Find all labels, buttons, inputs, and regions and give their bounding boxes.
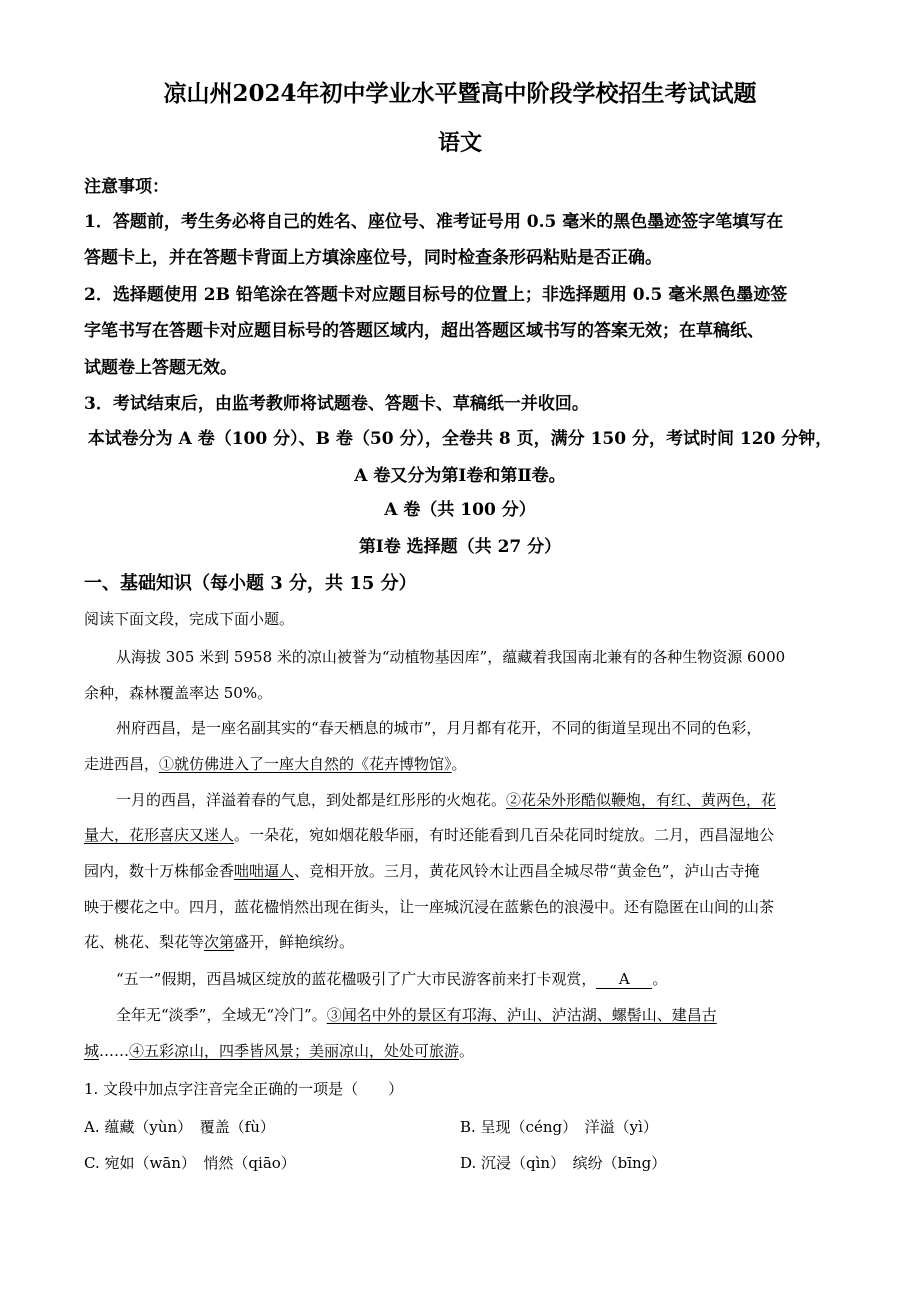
passage-line <box>84 933 354 951</box>
passage-line <box>116 1006 717 1024</box>
passage-line: 州府西昌，是一座名副其实的“春天栖息的城市”，月月都有花开，不同的街道呈现出不同的色彩， <box>116 719 762 737</box>
part-a-heading: A 卷（共 100 分） <box>384 500 536 520</box>
underlined-idiom: 咄咄逼人 <box>234 862 295 880</box>
passage-line: 映于樱花之中。四月，蓝花楹悄然出现在街头，让一座城沉浸在蓝紫色的浪漫中。还有隐匿在山间的山茶 <box>84 898 775 916</box>
question-1-option-a[interactable]: A. 蕴藏（yùn） 覆盖（fù） <box>84 1118 275 1136</box>
underlined-word: 次第 <box>204 933 235 951</box>
subject-title: 语文 <box>437 130 482 156</box>
notice-line: 答题卡上，并在答题卡背面上方填涂座位号，同时检查条形码粘贴是否正确。 <box>84 248 662 268</box>
passage-line <box>84 755 467 773</box>
question-1-option-b[interactable]: B. 呈现（céng） 洋溢（yì） <box>460 1118 658 1136</box>
underlined-sentence-2: ②花朵外形酷似鞭炮，有红、黄两色，花 <box>506 791 777 809</box>
passage-text: “五一”假期，西昌城区绽放的蓝花楹吸引了广大市民游客前来打卡观赏， <box>116 970 597 988</box>
exam-info-line: A 卷又分为第Ⅰ卷和第Ⅱ卷。 <box>354 466 566 486</box>
passage-line <box>116 970 667 989</box>
underlined-sentence-1: ①就仿佛进入了一座大自然的《花卉博物馆》 <box>159 755 452 773</box>
passage-text: …… <box>99 1042 130 1060</box>
underlined-sentence-3-cont: 城 <box>84 1042 100 1060</box>
exam-info-line: 本试卷分为 A 卷（100 分）、B 卷（50 分），全卷共 8 页，满分 150 分，考试时间 120 分钟， <box>87 429 833 449</box>
underlined-sentence-4: ④五彩凉山，四季皆风景；美丽凉山，处处可旅游 <box>129 1042 460 1060</box>
fill-blank-a: A <box>596 971 652 989</box>
passage-text: 花、桃花、梨花等 <box>84 933 205 951</box>
notice-line: 2．选择题使用 2B 铅笔涂在答题卡对应题目标号的位置上；非选择题用 0.5 毫米黑色墨迹签 <box>84 285 788 305</box>
passage-line <box>84 826 774 844</box>
passage-line <box>116 791 776 809</box>
underlined-sentence-3: ③闻名中外的景区有邛海、泸山、泸沽湖、螺髻山、建昌古 <box>326 1006 717 1024</box>
passage-text: 。 <box>459 1042 475 1060</box>
notice-line: 试题卷上答题无效。 <box>84 358 237 378</box>
question-1-option-d[interactable]: D. 沉浸（qìn） 缤纷（bīng） <box>460 1154 667 1172</box>
passage-text: 走进西昌， <box>84 755 160 773</box>
passage-text: 全年无“淡季”，全域无“冷门”。 <box>116 1006 327 1024</box>
underlined-sentence-2-cont: 量大，花形喜庆又迷人 <box>84 826 235 844</box>
exam-title: 凉山州2024年初中学业水平暨高中阶段学校招生考试试题 <box>163 80 757 107</box>
volume-1-heading: 第Ⅰ卷 选择题（共 27 分） <box>358 537 562 557</box>
passage-line <box>84 862 759 880</box>
passage-line <box>84 1042 474 1060</box>
notice-heading: 注意事项： <box>84 177 169 197</box>
notice-line: 3．考试结束后，由监考教师将试题卷、答题卡、草稿纸一并收回。 <box>84 394 589 414</box>
passage-text: 、竞相开放。三月，黄花风铃木让西昌全城尽带“黄金色”，泸山古寺掩 <box>294 862 760 880</box>
notice-line: 1．答题前，考生务必将自己的姓名、座位号、准考证号用 0.5 毫米的黑色墨迹签字笔填写在 <box>84 212 784 232</box>
passage-text: 园内，数十万株郁金香 <box>84 862 235 880</box>
passage-text: 。 <box>652 970 668 988</box>
passage-text: 。一朵花，宛如烟花般华丽，有时还能看到几百朵花同时绽放。二月，西昌湿地公 <box>234 826 775 844</box>
question-1-option-c[interactable]: C. 宛如（wān） 悄然（qiāo） <box>84 1154 296 1172</box>
notice-line: 字笔书写在答题卡对应题目标号的答题区域内，超出答题区域书写的答案无效；在草稿纸、 <box>84 321 764 341</box>
question-1-stem: 1. 文段中加点字注音完全正确的一项是（ ） <box>84 1080 404 1098</box>
passage-line: 余种，森林覆盖率达 50%。 <box>84 684 273 702</box>
section-1-heading: 一、基础知识（每小题 3 分，共 15 分） <box>84 573 417 594</box>
passage-line: 从海拔 305 米到 5958 米的凉山被誉为“动植物基因库”，蕴藏着我国南北兼有的各种生物资源 6000 <box>116 648 786 666</box>
passage-text: 一月的西昌，洋溢着春的气息，到处都是红彤彤的火炮花。 <box>116 791 507 809</box>
reading-instruction: 阅读下面文段，完成下面小题。 <box>84 610 295 628</box>
passage-text: 盛开，鲜艳缤纷。 <box>234 933 355 951</box>
passage-text: 。 <box>451 755 467 773</box>
